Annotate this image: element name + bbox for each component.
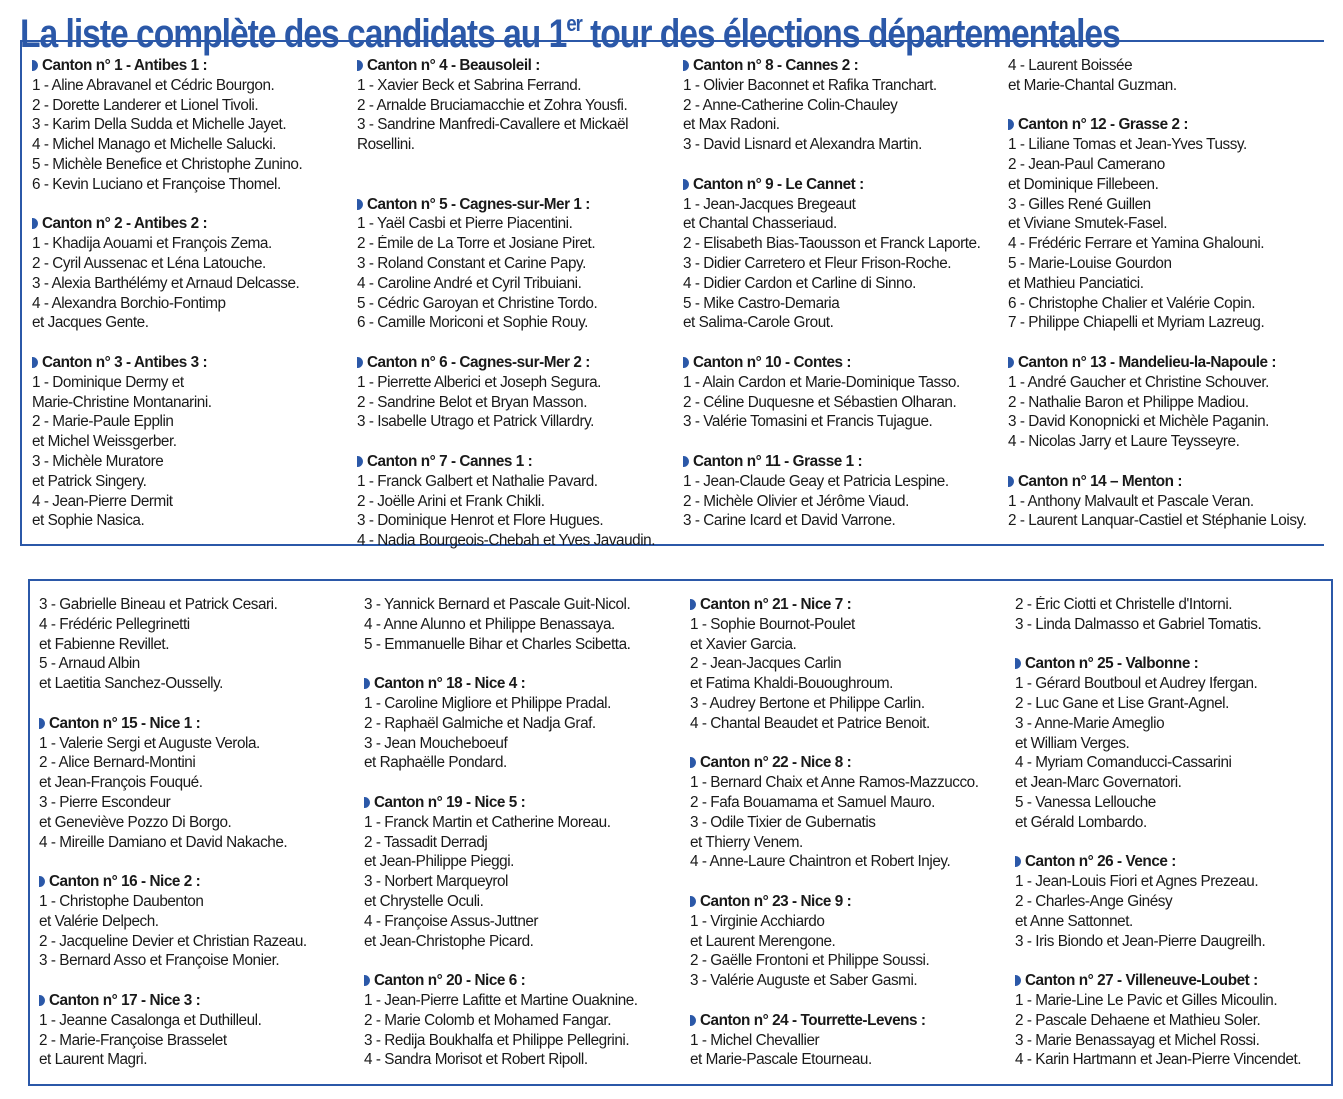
canton-section [364, 793, 684, 951]
candidate-line: 3 - Sandrine Manfredi-Cavallere et Mickaël [357, 116, 629, 134]
candidate-line: 1 - Olivier Baconnet et Rafika Tranchart. [683, 76, 937, 94]
candidate-line: 3 - Norbert Marqueyrol [364, 873, 509, 891]
canton-heading-text: Canton n° 5 - Cagnes-sur-Mer 1 : [366, 195, 590, 213]
canton-heading [364, 793, 682, 813]
candidate-line: 3 - Gilles René Guillen [1008, 195, 1151, 213]
bullet-icon [357, 60, 363, 71]
candidate-line: et Max Radoni. [683, 116, 780, 134]
canton-section [1015, 654, 1335, 832]
bullet-icon [364, 678, 370, 689]
canton-heading [683, 175, 1001, 195]
candidate-line: 1 - Bernard Chaix et Anne Ramos-Mazzucco. [690, 774, 979, 792]
candidate-line: 3 - Carine Icard et David Varrone. [683, 512, 896, 530]
candidate-line: 1 - Jean-Claude Geay et Patricia Lespine. [683, 472, 949, 490]
bullet-icon [1008, 119, 1014, 130]
canton-heading [683, 56, 1001, 76]
candidate-line: et Jean-Philippe Pieggi. [364, 853, 514, 871]
canton-heading-text: Canton n° 14 – Menton : [1017, 472, 1183, 490]
candidate-line: 1 - Franck Martin et Catherine Moreau. [364, 813, 611, 831]
candidate-line: et Laurent Merengone. [690, 932, 836, 950]
candidate-line: et Valérie Delpech. [39, 912, 159, 930]
canton-heading-text: Canton n° 21 - Nice 7 : [699, 596, 852, 613]
canton-heading [32, 214, 350, 234]
candidate-line: et Dominique Fillebeen. [1008, 175, 1159, 193]
candidate-line: 3 - Roland Constant et Carine Papy. [357, 254, 586, 272]
bullet-icon [1015, 975, 1021, 986]
canton-section [357, 56, 677, 175]
candidate-line: 3 - Valérie Auguste et Saber Gasmi. [690, 972, 918, 990]
canton-heading-text: Canton n° 24 - Tourrette-Levens : [699, 1011, 926, 1029]
candidate-line: 4 - Anne-Laure Chaintron et Robert Injey. [690, 853, 951, 871]
candidate-line: Marie-Christine Montanarini. [32, 393, 212, 411]
bullet-icon [1015, 658, 1021, 669]
canton-section [364, 595, 684, 654]
candidate-line: 4 - Sandra Morisot et Robert Ripoll. [364, 1051, 588, 1069]
candidate-line: et Fabienne Revillet. [39, 635, 170, 653]
candidate-line: 2 - Fafa Bouamama et Samuel Mauro. [690, 793, 935, 811]
canton-heading-text: Canton n° 2 - Antibes 2 : [41, 215, 208, 233]
candidate-line: 2 - Sandrine Belot et Bryan Masson. [357, 393, 588, 411]
candidate-line: 5 - Vanessa Lellouche [1015, 793, 1156, 811]
canton-section [683, 175, 1003, 333]
candidate-line: 6 - Christophe Chalier et Valérie Copin. [1008, 294, 1256, 312]
candidate-line: 4 - Myriam Comanducci-Cassarini [1015, 754, 1232, 772]
candidate-line: 1 - Aline Abravanel et Cédric Bourgon. [32, 76, 275, 94]
bullet-icon [357, 456, 363, 467]
canton-heading [690, 595, 1008, 615]
bullet-icon [683, 357, 689, 368]
candidate-line: 2 - Charles-Ange Ginésy [1015, 892, 1173, 910]
candidate-line: 2 - Anne-Catherine Colin-Chauley [683, 96, 898, 114]
candidate-line: 1 - Dominique Dermy et [32, 373, 184, 391]
candidate-line: et Chantal Chasseriaud. [683, 215, 837, 233]
candidate-line: et Raphaëlle Pondard. [364, 754, 507, 772]
candidate-line: 1 - Pierrette Alberici et Joseph Segura. [357, 373, 601, 391]
candidate-line: et Patrick Singery. [32, 472, 147, 490]
bullet-icon [32, 60, 38, 71]
candidate-line: 2 - Alice Bernard-Montini [39, 754, 196, 772]
candidate-line: et Laurent Magri. [39, 1051, 148, 1069]
canton-section [364, 971, 684, 1070]
candidate-line: 3 - Gabrielle Bineau et Patrick Cesari. [39, 596, 278, 613]
canton-heading-text: Canton n° 10 - Contes : [692, 353, 852, 371]
canton-heading [1008, 472, 1326, 492]
candidate-line: 2 - Elisabeth Bias-Taousson et Franck Laporte. [683, 235, 981, 253]
candidate-line: et Geneviève Pozzo Di Borgo. [39, 813, 232, 831]
candidate-line: et Xavier Garcia. [690, 635, 797, 653]
candidate-line: 5 - Arnaud Albin [39, 655, 140, 673]
candidate-line: 2 - Jean-Paul Camerano [1008, 155, 1165, 173]
canton-heading [39, 714, 357, 734]
canton-heading-text: Canton n° 19 - Nice 5 : [373, 793, 526, 811]
candidate-line: 5 - Emmanuelle Bihar et Charles Scibetta. [364, 635, 631, 653]
candidate-line: 5 - Marie-Louise Gourdon [1008, 254, 1172, 272]
column [357, 56, 677, 571]
candidate-line: 2 - Marie-Paule Epplin [32, 413, 174, 431]
candidate-line: 2 - Marie Colomb et Mohamed Fangar. [364, 1011, 612, 1029]
candidate-line: 1 - Khadija Aouami et François Zema. [32, 235, 272, 253]
candidate-line: 4 - Didier Cardon et Carline di Sinno. [683, 274, 916, 292]
candidate-line: 3 - Anne-Marie Ameglio [1015, 714, 1165, 732]
candidate-line: 3 - Marie Benassayag et Michel Rossi. [1015, 1031, 1260, 1049]
candidate-line: et Mathieu Panciatici. [1008, 274, 1144, 292]
candidate-line: et Marie-Chantal Guzman. [1008, 76, 1177, 94]
candidate-line: 1 - Jeanne Casalonga et Duthilleul. [39, 1011, 262, 1029]
candidate-line: 4 - Jean-Pierre Dermit [32, 492, 173, 510]
canton-section [357, 452, 677, 551]
candidate-line: 3 - Audrey Bertone et Philippe Carlin. [690, 694, 925, 712]
candidate-line: 5 - Mike Castro-Demaria [683, 294, 840, 312]
bullet-icon [1015, 856, 1021, 867]
canton-heading [1008, 115, 1326, 135]
canton-heading-text: Canton n° 15 - Nice 1 : [48, 714, 201, 732]
candidate-line: et Laetitia Sanchez-Ousselly. [39, 675, 223, 693]
bullet-icon [690, 896, 696, 907]
canton-heading [364, 971, 682, 991]
candidate-line: 4 - Karin Hartmann et Jean-Pierre Vincendet. [1015, 1051, 1302, 1069]
candidate-line: 4 - Alexandra Borchio-Fontimp [32, 294, 226, 312]
canton-heading [357, 56, 675, 76]
candidate-line: 3 - Odile Tixier de Gubernatis [690, 813, 876, 831]
candidate-line: 4 - Mireille Damiano et David Nakache. [39, 833, 288, 851]
candidate-line: 2 - Raphaël Galmiche et Nadja Graf. [364, 714, 596, 732]
canton-section [1008, 353, 1328, 452]
candidate-line: 1 - Christophe Daubenton [39, 892, 204, 910]
candidate-line: 1 - Michel Chevallier [690, 1031, 820, 1049]
candidate-line: et Salima-Carole Grout. [683, 314, 834, 332]
candidate-line: 5 - Cédric Garoyan et Christine Tordo. [357, 294, 598, 312]
candidate-line: 3 - Valérie Tomasini et Francis Tujague. [683, 413, 933, 431]
canton-section [1015, 971, 1335, 1070]
candidate-line: 2 - Michèle Olivier et Jérôme Viaud. [683, 492, 909, 510]
candidate-line: 4 - Anne Alunno et Philippe Benassaya. [364, 615, 615, 633]
canton-section [32, 353, 352, 531]
bullet-icon [690, 599, 696, 610]
candidate-line: et Fatima Khaldi-Bououghroum. [690, 675, 893, 693]
title-rest: tour des élections départementales [581, 12, 1120, 56]
candidate-line: 2 - Émile de La Torre et Josiane Piret. [357, 235, 596, 253]
canton-section [1015, 852, 1335, 951]
candidate-line: 3 - Didier Carretero et Fleur Frison-Roche. [683, 254, 952, 272]
candidate-line: et Viviane Smutek-Fasel. [1008, 215, 1167, 233]
canton-heading-text: Canton n° 1 - Antibes 1 : [41, 57, 208, 74]
candidate-line: 3 - Michèle Muratore [32, 452, 164, 470]
candidate-line: 1 - Franck Galbert et Nathalie Pavard. [357, 472, 598, 490]
canton-heading [683, 353, 1001, 373]
candidate-line: 2 - Jean-Jacques Carlin [690, 655, 842, 673]
candidate-line: 2 - Céline Duquesne et Sébastien Olharan. [683, 393, 957, 411]
candidate-line: 1 - Alain Cardon et Marie-Dominique Tasso. [683, 373, 960, 391]
candidate-line: et Gérald Lombardo. [1015, 813, 1147, 831]
bullet-icon [690, 1015, 696, 1026]
candidate-line: et Thierry Venem. [690, 833, 803, 851]
canton-section [683, 353, 1003, 432]
canton-heading-text: Canton n° 20 - Nice 6 : [373, 972, 526, 990]
canton-heading-text: Canton n° 9 - Le Cannet : [692, 175, 864, 193]
candidate-line: 3 - Bernard Asso et Françoise Monier. [39, 952, 280, 970]
column [1008, 56, 1328, 551]
candidate-line: 4 - Frédéric Pellegrinetti [39, 615, 190, 633]
candidate-line: et Michel Weissgerber. [32, 433, 177, 451]
canton-heading [32, 353, 350, 373]
column [683, 56, 1003, 551]
bullet-icon [683, 60, 689, 71]
candidate-line: 3 - Linda Dalmasso et Gabriel Tomatis. [1015, 615, 1262, 633]
candidate-line: 2 - Dorette Landerer et Lionel Tivoli. [32, 96, 259, 114]
candidate-line: et William Verges. [1015, 734, 1130, 752]
candidate-line: 3 - David Lisnard et Alexandra Martin. [683, 136, 922, 154]
canton-heading-text: Canton n° 4 - Beausoleil : [366, 57, 540, 74]
canton-heading-text: Canton n° 17 - Nice 3 : [48, 991, 201, 1009]
candidate-line: 6 - Kevin Luciano et Françoise Thomel. [32, 175, 281, 193]
canton-heading [357, 195, 675, 215]
canton-section [690, 595, 1010, 734]
candidate-line: et Sophie Nasica. [32, 512, 145, 530]
candidate-line: 7 - Philippe Chiapelli et Myriam Lazreug. [1008, 314, 1265, 332]
bullet-icon [32, 218, 38, 229]
canton-heading [690, 1011, 1008, 1031]
canton-section [1008, 115, 1328, 333]
bullet-icon [364, 975, 370, 986]
candidate-line: 3 - Isabelle Utrago et Patrick Villardry. [357, 413, 594, 431]
candidate-line: 3 - Pierre Escondeur [39, 793, 171, 811]
candidate-line: 3 - Jean Moucheboeuf [364, 734, 508, 752]
column [39, 595, 359, 1090]
bullet-icon [364, 797, 370, 808]
bullet-icon [32, 357, 38, 368]
canton-heading-text: Canton n° 23 - Nice 9 : [699, 892, 852, 910]
canton-heading [39, 872, 357, 892]
bullet-icon [357, 357, 363, 368]
candidate-line: 2 - Éric Ciotti et Christelle d'Intorni. [1015, 596, 1233, 613]
canton-section [364, 674, 684, 773]
candidate-line: 1 - André Gaucher et Christine Schouver. [1008, 373, 1269, 391]
canton-section [357, 353, 677, 432]
canton-heading [32, 56, 350, 76]
candidate-line: 4 - Françoise Assus-Juttner [364, 912, 539, 930]
canton-heading [364, 674, 682, 694]
canton-heading [39, 991, 357, 1011]
candidate-line: 2 - Arnalde Bruciamacchie et Zohra Yousfi. [357, 96, 628, 114]
bullet-icon [39, 876, 45, 887]
title-superscript: er [566, 11, 582, 36]
candidate-line: 3 - Dominique Henrot et Flore Hugues. [357, 512, 604, 530]
candidate-line: 1 - Virginie Acchiardo [690, 912, 825, 930]
canton-section [39, 991, 359, 1070]
candidate-line: 2 - Jacqueline Devier et Christian Razeau. [39, 932, 307, 950]
canton-heading-text: Canton n° 11 - Grasse 1 : [692, 452, 863, 470]
candidate-line: 4 - Nadia Bourgeois-Chebah et Yves Javaudin. [357, 532, 656, 550]
candidate-line: et Jacques Gente. [32, 314, 149, 332]
candidate-line: et Marie-Pascale Etourneau. [690, 1051, 872, 1069]
canton-heading [690, 892, 1008, 912]
column [690, 595, 1010, 1090]
candidate-line: 2 - Luc Gane et Lise Grant-Agnel. [1015, 694, 1229, 712]
candidate-line: 3 - Redija Boukhalfa et Philippe Pellegrini. [364, 1031, 630, 1049]
canton-heading [1015, 654, 1333, 674]
bullet-icon [39, 995, 45, 1006]
canton-heading-text: Canton n° 12 - Grasse 2 : [1017, 116, 1188, 134]
candidate-line: 1 - Yaël Casbi et Pierre Piacentini. [357, 215, 573, 233]
candidate-line [357, 155, 675, 175]
candidate-line: 1 - Anthony Malvault et Pascale Veran. [1008, 492, 1254, 510]
canton-heading [1008, 353, 1326, 373]
candidate-line: 1 - Jean-Louis Fiori et Agnes Prezeau. [1015, 873, 1259, 891]
canton-heading-text: Canton n° 8 - Cannes 2 : [692, 57, 859, 74]
canton-section [690, 1011, 1010, 1070]
bullet-icon [39, 718, 45, 729]
canton-section [690, 753, 1010, 872]
candidate-line: Rosellini. [357, 136, 415, 154]
candidates-panel-top [20, 40, 1324, 550]
canton-heading-text: Canton n° 6 - Cagnes-sur-Mer 2 : [366, 353, 590, 371]
candidate-line: 1 - Gérard Boutboul et Audrey Ifergan. [1015, 675, 1258, 693]
canton-heading-text: Canton n° 25 - Valbonne : [1024, 655, 1199, 673]
canton-section [39, 714, 359, 853]
canton-heading-text: Canton n° 7 - Cannes 1 : [366, 452, 533, 470]
bullet-icon [683, 179, 689, 190]
canton-heading-text: Canton n° 16 - Nice 2 : [48, 873, 201, 891]
canton-section [357, 195, 677, 334]
candidate-line: 1 - Sophie Bournot-Poulet [690, 615, 855, 633]
candidate-line: 3 - Yannick Bernard et Pascale Guit-Nicol. [364, 596, 631, 613]
candidate-line: 2 - Laurent Lanquar-Castiel et Stéphanie Loisy. [1008, 512, 1307, 530]
canton-heading [357, 452, 675, 472]
canton-section [683, 56, 1003, 155]
canton-section [32, 56, 352, 195]
candidate-line: 1 - Marie-Line Le Pavic et Gilles Micoulin. [1015, 991, 1278, 1009]
candidate-line: 4 - Nicolas Jarry et Laure Teysseyre. [1008, 433, 1240, 451]
canton-heading-text: Canton n° 22 - Nice 8 : [699, 754, 852, 772]
canton-section [1015, 595, 1335, 635]
bullet-icon [683, 456, 689, 467]
canton-heading-text: Canton n° 3 - Antibes 3 : [41, 353, 208, 371]
canton-heading [1015, 971, 1333, 991]
candidate-line: 3 - Iris Biondo et Jean-Pierre Daugreilh. [1015, 932, 1266, 950]
bullet-icon [1008, 476, 1014, 487]
candidate-line: 5 - Michèle Benefice et Christophe Zunino. [32, 155, 303, 173]
bullet-icon [690, 757, 696, 768]
candidate-line: et Jean-François Fouqué. [39, 774, 203, 792]
canton-heading [683, 452, 1001, 472]
candidate-line: et Jean-Marc Governatori. [1015, 774, 1182, 792]
candidates-panel-bottom [28, 579, 1333, 1086]
candidate-line: 2 - Tassadit Derradj [364, 833, 488, 851]
canton-heading [357, 353, 675, 373]
candidate-line: 3 - David Konopnicki et Michèle Paganin. [1008, 413, 1269, 431]
candidate-line: 2 - Nathalie Baron et Philippe Madiou. [1008, 393, 1249, 411]
canton-section [32, 214, 352, 333]
canton-section [39, 872, 359, 971]
candidate-line: 3 - Karim Della Sudda et Michelle Jayet. [32, 116, 287, 134]
canton-section [690, 892, 1010, 991]
canton-section [1008, 472, 1328, 531]
canton-heading-text: Canton n° 26 - Vence : [1024, 853, 1176, 871]
candidate-line: 4 - Laurent Boissée [1008, 57, 1133, 74]
column [1015, 595, 1335, 1090]
candidate-line: 4 - Caroline André et Cyril Tribuiani. [357, 274, 582, 292]
candidate-line: 4 - Frédéric Ferrare et Yamina Ghalouni. [1008, 235, 1265, 253]
candidate-line: 2 - Joëlle Arini et Frank Chikli. [357, 492, 545, 510]
canton-heading-text: Canton n° 27 - Villeneuve-Loubet : [1024, 972, 1258, 990]
candidate-line: 1 - Valerie Sergi et Auguste Verola. [39, 734, 260, 752]
canton-heading-text: Canton n° 13 - Mandelieu-la-Napoule : [1017, 353, 1277, 371]
column [32, 56, 352, 551]
candidate-line: 2 - Pascale Dehaene et Mathieu Soler. [1015, 1011, 1261, 1029]
candidate-line: 2 - Gaëlle Frontoni et Philippe Soussi. [690, 952, 930, 970]
canton-section [683, 452, 1003, 531]
candidate-line: 1 - Caroline Migliore et Philippe Pradal. [364, 694, 611, 712]
candidate-line: 4 - Chantal Beaudet et Patrice Benoit. [690, 714, 930, 732]
candidate-line: 6 - Camille Moriconi et Sophie Rouy. [357, 314, 588, 332]
candidate-line: 1 - Jean-Pierre Lafitte et Martine Ouaknine. [364, 991, 638, 1009]
candidate-line: et Anne Sattonnet. [1015, 912, 1133, 930]
candidate-line: et Jean-Christophe Picard. [364, 932, 534, 950]
canton-heading [1015, 852, 1333, 872]
candidate-line: 1 - Jean-Jacques Bregeaut [683, 195, 856, 213]
candidate-line: 1 - Xavier Beck et Sabrina Ferrand. [357, 76, 582, 94]
column [364, 595, 684, 1090]
canton-heading [690, 753, 1008, 773]
canton-heading-text: Canton n° 18 - Nice 4 : [373, 675, 526, 693]
candidate-line: 2 - Marie-Françoise Brasselet [39, 1031, 227, 1049]
bullet-icon [357, 199, 363, 210]
canton-section [1008, 56, 1328, 96]
bullet-icon [1008, 357, 1014, 368]
candidate-line: 4 - Michel Manago et Michelle Salucki. [32, 136, 276, 154]
candidate-line: 1 - Liliane Tomas et Jean-Yves Tussy. [1008, 136, 1247, 154]
canton-section [39, 595, 359, 694]
candidate-line: 2 - Cyril Aussenac et Léna Latouche. [32, 254, 266, 272]
candidate-line: 3 - Alexia Barthélémy et Arnaud Delcasse. [32, 274, 300, 292]
candidate-line: et Chrystelle Oculi. [364, 892, 484, 910]
title-main: La liste complète des candidats au 1 [20, 12, 567, 56]
